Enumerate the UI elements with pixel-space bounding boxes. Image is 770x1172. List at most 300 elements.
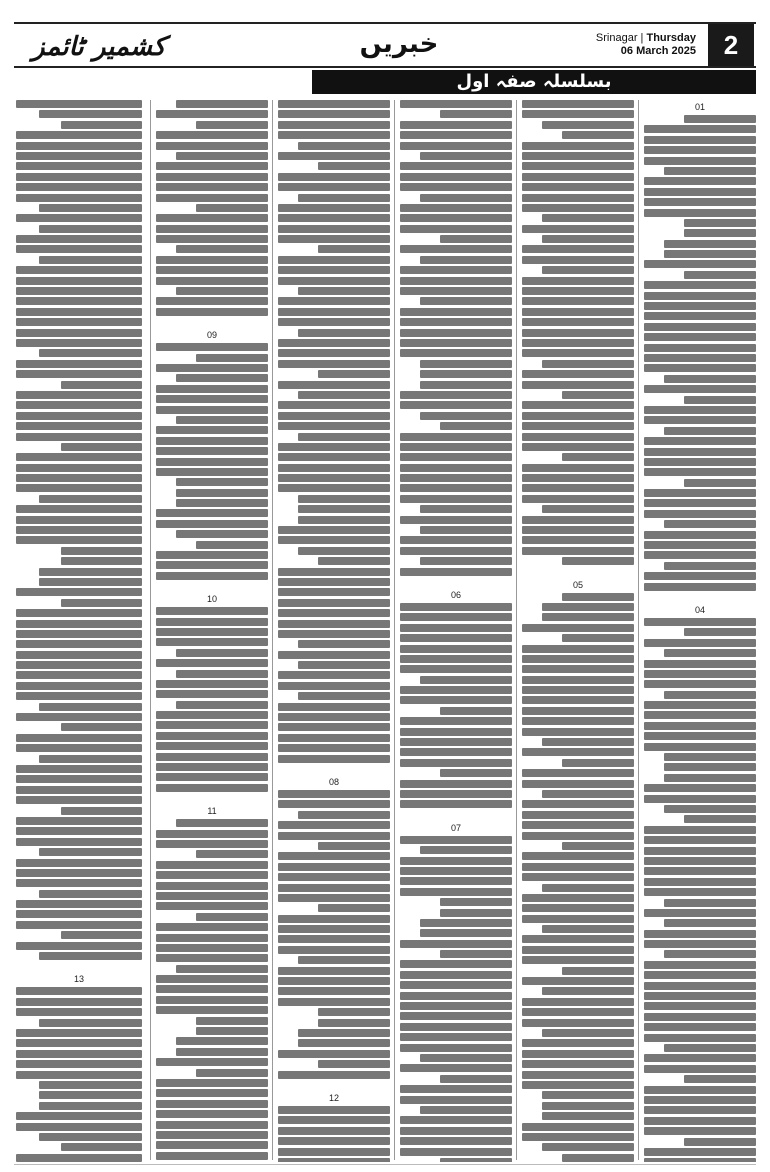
text-line bbox=[522, 277, 634, 285]
text-line bbox=[522, 381, 634, 389]
text-line bbox=[420, 919, 512, 927]
text-line bbox=[644, 857, 756, 865]
text-line bbox=[39, 703, 142, 711]
text-line bbox=[278, 1050, 390, 1058]
text-line bbox=[278, 734, 390, 742]
text-line bbox=[16, 287, 142, 295]
text-line bbox=[562, 557, 634, 565]
text-line bbox=[522, 956, 634, 964]
text-line bbox=[400, 836, 512, 844]
text-line bbox=[39, 1133, 142, 1141]
text-line bbox=[278, 235, 390, 243]
text-line bbox=[664, 427, 756, 435]
text-line bbox=[400, 131, 512, 139]
text-line bbox=[278, 1071, 390, 1079]
text-line bbox=[176, 701, 268, 709]
text-line bbox=[156, 110, 268, 118]
text-line bbox=[644, 888, 756, 896]
text-line bbox=[16, 838, 142, 846]
text-line bbox=[400, 790, 512, 798]
text-line bbox=[562, 391, 634, 399]
text-line bbox=[420, 370, 512, 378]
text-line bbox=[542, 121, 634, 129]
text-line bbox=[16, 879, 142, 887]
story-number: 04 bbox=[694, 604, 705, 615]
text-line bbox=[542, 360, 634, 368]
text-line bbox=[522, 110, 634, 118]
text-line bbox=[61, 807, 142, 815]
text-line bbox=[298, 287, 390, 295]
text-line bbox=[644, 198, 756, 206]
text-line bbox=[644, 344, 756, 352]
text-line bbox=[400, 738, 512, 746]
text-line bbox=[522, 728, 634, 736]
text-line bbox=[16, 183, 142, 191]
text-line bbox=[644, 930, 756, 938]
text-line bbox=[156, 892, 268, 900]
text-line bbox=[61, 121, 142, 129]
text-line bbox=[278, 609, 390, 617]
text-line bbox=[522, 935, 634, 943]
text-line bbox=[644, 982, 756, 990]
text-line bbox=[644, 1034, 756, 1042]
text-line bbox=[400, 613, 512, 621]
text-line bbox=[400, 349, 512, 357]
text-line bbox=[522, 977, 634, 985]
story-number: 12 bbox=[328, 1092, 339, 1103]
story-number: 13 bbox=[73, 974, 84, 985]
text-line bbox=[400, 800, 512, 808]
text-line bbox=[16, 609, 142, 617]
text-line bbox=[16, 682, 142, 690]
text-line bbox=[522, 821, 634, 829]
text-line bbox=[61, 547, 142, 555]
text-line bbox=[156, 680, 268, 688]
text-line bbox=[278, 977, 390, 985]
text-line bbox=[644, 157, 756, 165]
text-line bbox=[522, 162, 634, 170]
text-line bbox=[16, 1008, 142, 1016]
text-line bbox=[644, 743, 756, 751]
text-line bbox=[684, 628, 756, 636]
text-line bbox=[522, 152, 634, 160]
text-line bbox=[562, 1154, 634, 1162]
text-line bbox=[400, 696, 512, 704]
text-line bbox=[176, 100, 268, 108]
text-line bbox=[644, 1023, 756, 1031]
text-line bbox=[644, 406, 756, 414]
text-line bbox=[278, 568, 390, 576]
text-line bbox=[400, 1116, 512, 1124]
text-line bbox=[522, 1060, 634, 1068]
text-line bbox=[176, 670, 268, 678]
text-line bbox=[644, 795, 756, 803]
text-line bbox=[644, 437, 756, 445]
text-line bbox=[644, 722, 756, 730]
text-line bbox=[176, 287, 268, 295]
text-line bbox=[522, 516, 634, 524]
text-line bbox=[400, 173, 512, 181]
text-line bbox=[16, 713, 142, 721]
text-line bbox=[156, 1141, 268, 1149]
text-line bbox=[39, 755, 142, 763]
text-line bbox=[522, 495, 634, 503]
text-line bbox=[644, 302, 756, 310]
text-line bbox=[400, 960, 512, 968]
text-line bbox=[61, 557, 142, 565]
text-line bbox=[644, 1065, 756, 1073]
text-column-3 bbox=[400, 100, 512, 1162]
text-line bbox=[278, 536, 390, 544]
text-line bbox=[562, 967, 634, 975]
text-line bbox=[664, 899, 756, 907]
text-line bbox=[196, 913, 268, 921]
text-line bbox=[61, 1143, 142, 1151]
text-line bbox=[156, 458, 268, 466]
text-line bbox=[39, 952, 142, 960]
text-line bbox=[278, 967, 390, 975]
text-line bbox=[16, 859, 142, 867]
text-line bbox=[664, 774, 756, 782]
text-line bbox=[522, 832, 634, 840]
text-line bbox=[39, 349, 142, 357]
text-line bbox=[644, 531, 756, 539]
text-line bbox=[420, 381, 512, 389]
masthead bbox=[14, 22, 756, 68]
text-line bbox=[298, 1039, 390, 1047]
text-line bbox=[644, 468, 756, 476]
text-line bbox=[176, 499, 268, 507]
text-line bbox=[156, 194, 268, 202]
text-line bbox=[278, 682, 390, 690]
text-line bbox=[16, 131, 142, 139]
text-line bbox=[440, 110, 512, 118]
text-line bbox=[16, 921, 142, 929]
continuation-banner bbox=[312, 70, 756, 94]
text-line bbox=[156, 1006, 268, 1014]
text-line bbox=[16, 433, 142, 441]
text-line bbox=[16, 786, 142, 794]
text-line bbox=[16, 998, 142, 1006]
text-line bbox=[522, 686, 634, 694]
text-line bbox=[39, 1102, 142, 1110]
text-line bbox=[400, 1023, 512, 1031]
text-line bbox=[278, 484, 390, 492]
text-line bbox=[196, 1017, 268, 1025]
text-line bbox=[16, 329, 142, 337]
text-line bbox=[156, 1121, 268, 1129]
text-line bbox=[522, 464, 634, 472]
text-line bbox=[542, 266, 634, 274]
text-line bbox=[298, 516, 390, 524]
text-line bbox=[318, 842, 390, 850]
text-line bbox=[522, 225, 634, 233]
text-line bbox=[16, 900, 142, 908]
text-line bbox=[156, 902, 268, 910]
text-line bbox=[400, 655, 512, 663]
text-line bbox=[400, 1137, 512, 1145]
text-line bbox=[644, 1096, 756, 1104]
text-line bbox=[522, 245, 634, 253]
text-line bbox=[318, 1060, 390, 1068]
text-line bbox=[156, 225, 268, 233]
text-line bbox=[156, 840, 268, 848]
text-line bbox=[400, 877, 512, 885]
text-line bbox=[16, 412, 142, 420]
text-line bbox=[400, 142, 512, 150]
text-line bbox=[522, 100, 634, 108]
text-line bbox=[644, 1002, 756, 1010]
story-gap bbox=[522, 568, 634, 578]
text-line bbox=[440, 1158, 512, 1162]
city: Srinagar | bbox=[595, 32, 644, 44]
text-line bbox=[278, 915, 390, 923]
text-line bbox=[278, 526, 390, 534]
text-line bbox=[644, 1158, 756, 1162]
text-line bbox=[298, 495, 390, 503]
text-line bbox=[400, 547, 512, 555]
text-line bbox=[644, 323, 756, 331]
page-number: 2 bbox=[708, 24, 754, 66]
text-line bbox=[440, 950, 512, 958]
text-line bbox=[400, 495, 512, 503]
text-line bbox=[644, 354, 756, 362]
text-line bbox=[542, 235, 634, 243]
story-gap bbox=[278, 765, 390, 775]
text-line bbox=[278, 214, 390, 222]
text-line bbox=[664, 1044, 756, 1052]
text-line bbox=[644, 292, 756, 300]
text-line bbox=[176, 649, 268, 657]
text-line bbox=[16, 671, 142, 679]
text-line bbox=[298, 1029, 390, 1037]
text-line bbox=[176, 478, 268, 486]
text-line bbox=[522, 297, 634, 305]
text-line bbox=[400, 464, 512, 472]
text-line bbox=[644, 364, 756, 372]
text-line bbox=[644, 992, 756, 1000]
text-line bbox=[16, 474, 142, 482]
text-line bbox=[684, 271, 756, 279]
text-line bbox=[542, 1112, 634, 1120]
text-line bbox=[644, 551, 756, 559]
text-line bbox=[16, 391, 142, 399]
text-line bbox=[16, 194, 142, 202]
text-line bbox=[16, 1050, 142, 1058]
text-line bbox=[420, 1054, 512, 1062]
text-line bbox=[684, 219, 756, 227]
text-line bbox=[156, 509, 268, 517]
text-line bbox=[522, 1019, 634, 1027]
text-line bbox=[420, 505, 512, 513]
text-line bbox=[644, 583, 756, 591]
text-line bbox=[278, 173, 390, 181]
text-line bbox=[644, 541, 756, 549]
text-line bbox=[16, 775, 142, 783]
text-line bbox=[156, 385, 268, 393]
text-line bbox=[156, 214, 268, 222]
text-line bbox=[278, 339, 390, 347]
text-line bbox=[278, 588, 390, 596]
text-column-5 bbox=[156, 100, 268, 1162]
text-line bbox=[298, 811, 390, 819]
text-line bbox=[16, 692, 142, 700]
text-line bbox=[278, 671, 390, 679]
text-line bbox=[400, 748, 512, 756]
text-line bbox=[522, 800, 634, 808]
text-line bbox=[684, 479, 756, 487]
text-line bbox=[400, 888, 512, 896]
text-column-4 bbox=[278, 100, 390, 1162]
text-line bbox=[196, 354, 268, 362]
text-line bbox=[156, 131, 268, 139]
text-line bbox=[522, 194, 634, 202]
text-line bbox=[156, 944, 268, 952]
text-line bbox=[400, 277, 512, 285]
text-line bbox=[522, 142, 634, 150]
text-line bbox=[420, 297, 512, 305]
text-line bbox=[644, 909, 756, 917]
text-line bbox=[644, 260, 756, 268]
text-line bbox=[278, 800, 390, 808]
text-line bbox=[156, 638, 268, 646]
text-line bbox=[522, 443, 634, 451]
text-line bbox=[644, 639, 756, 647]
text-line bbox=[644, 940, 756, 948]
text-line bbox=[16, 796, 142, 804]
text-line bbox=[644, 458, 756, 466]
text-line bbox=[440, 769, 512, 777]
text-line bbox=[16, 100, 142, 108]
text-column-6 bbox=[16, 100, 142, 1162]
text-line bbox=[644, 971, 756, 979]
text-line bbox=[61, 931, 142, 939]
text-line bbox=[522, 536, 634, 544]
text-line bbox=[16, 817, 142, 825]
text-line bbox=[684, 229, 756, 237]
text-line bbox=[440, 898, 512, 906]
story-gap bbox=[644, 593, 756, 603]
text-line bbox=[522, 915, 634, 923]
column-divider bbox=[394, 100, 395, 1160]
text-line bbox=[16, 910, 142, 918]
text-line bbox=[156, 1100, 268, 1108]
text-line bbox=[278, 863, 390, 871]
text-line bbox=[278, 308, 390, 316]
text-line bbox=[61, 723, 142, 731]
text-line bbox=[278, 360, 390, 368]
text-line bbox=[278, 884, 390, 892]
text-line bbox=[16, 152, 142, 160]
text-line bbox=[156, 235, 268, 243]
text-line bbox=[684, 815, 756, 823]
text-line bbox=[522, 1039, 634, 1047]
text-line bbox=[278, 630, 390, 638]
text-line bbox=[39, 225, 142, 233]
text-line bbox=[278, 578, 390, 586]
text-line bbox=[522, 183, 634, 191]
text-line bbox=[156, 551, 268, 559]
text-line bbox=[644, 146, 756, 154]
text-line bbox=[644, 125, 756, 133]
text-line bbox=[440, 909, 512, 917]
text-line bbox=[400, 1148, 512, 1156]
text-line bbox=[156, 520, 268, 528]
text-line bbox=[644, 961, 756, 969]
text-line bbox=[644, 489, 756, 497]
story-number: 01 bbox=[694, 102, 705, 112]
text-line bbox=[298, 505, 390, 513]
text-line bbox=[522, 946, 634, 954]
text-line bbox=[522, 474, 634, 482]
text-line bbox=[562, 842, 634, 850]
text-line bbox=[400, 318, 512, 326]
text-line bbox=[156, 1110, 268, 1118]
text-line bbox=[664, 950, 756, 958]
text-line bbox=[156, 447, 268, 455]
text-line bbox=[39, 1081, 142, 1089]
text-line bbox=[278, 703, 390, 711]
text-line bbox=[644, 385, 756, 393]
text-line bbox=[400, 686, 512, 694]
text-line bbox=[664, 375, 756, 383]
text-line bbox=[278, 381, 390, 389]
text-line bbox=[522, 645, 634, 653]
text-line bbox=[39, 204, 142, 212]
text-line bbox=[278, 620, 390, 628]
text-line bbox=[522, 873, 634, 881]
text-line bbox=[542, 613, 634, 621]
text-column-2 bbox=[522, 100, 634, 1162]
text-line bbox=[400, 728, 512, 736]
text-column-1 bbox=[644, 100, 756, 1162]
text-line bbox=[644, 448, 756, 456]
column-divider bbox=[272, 100, 273, 1160]
text-line bbox=[16, 505, 142, 513]
text-line bbox=[400, 183, 512, 191]
text-line bbox=[522, 1008, 634, 1016]
text-line bbox=[278, 894, 390, 902]
newspaper-logo: کشمیر ٹائمز bbox=[32, 32, 166, 62]
text-line bbox=[684, 396, 756, 404]
text-line bbox=[278, 1137, 390, 1145]
text-line bbox=[400, 204, 512, 212]
text-line bbox=[176, 530, 268, 538]
text-line bbox=[400, 516, 512, 524]
dateline bbox=[592, 32, 696, 58]
text-line bbox=[522, 339, 634, 347]
text-line bbox=[644, 510, 756, 518]
text-line bbox=[664, 520, 756, 528]
text-line bbox=[644, 416, 756, 424]
text-line bbox=[400, 759, 512, 767]
text-line bbox=[156, 985, 268, 993]
text-line bbox=[16, 173, 142, 181]
text-line bbox=[278, 599, 390, 607]
text-line bbox=[420, 526, 512, 534]
text-line bbox=[156, 996, 268, 1004]
story-gap bbox=[400, 811, 512, 821]
text-line bbox=[420, 194, 512, 202]
text-line bbox=[644, 281, 756, 289]
text-line bbox=[196, 541, 268, 549]
text-line bbox=[156, 572, 268, 580]
text-line bbox=[156, 162, 268, 170]
text-line bbox=[16, 162, 142, 170]
text-line bbox=[644, 312, 756, 320]
text-line bbox=[156, 882, 268, 890]
text-line bbox=[522, 769, 634, 777]
